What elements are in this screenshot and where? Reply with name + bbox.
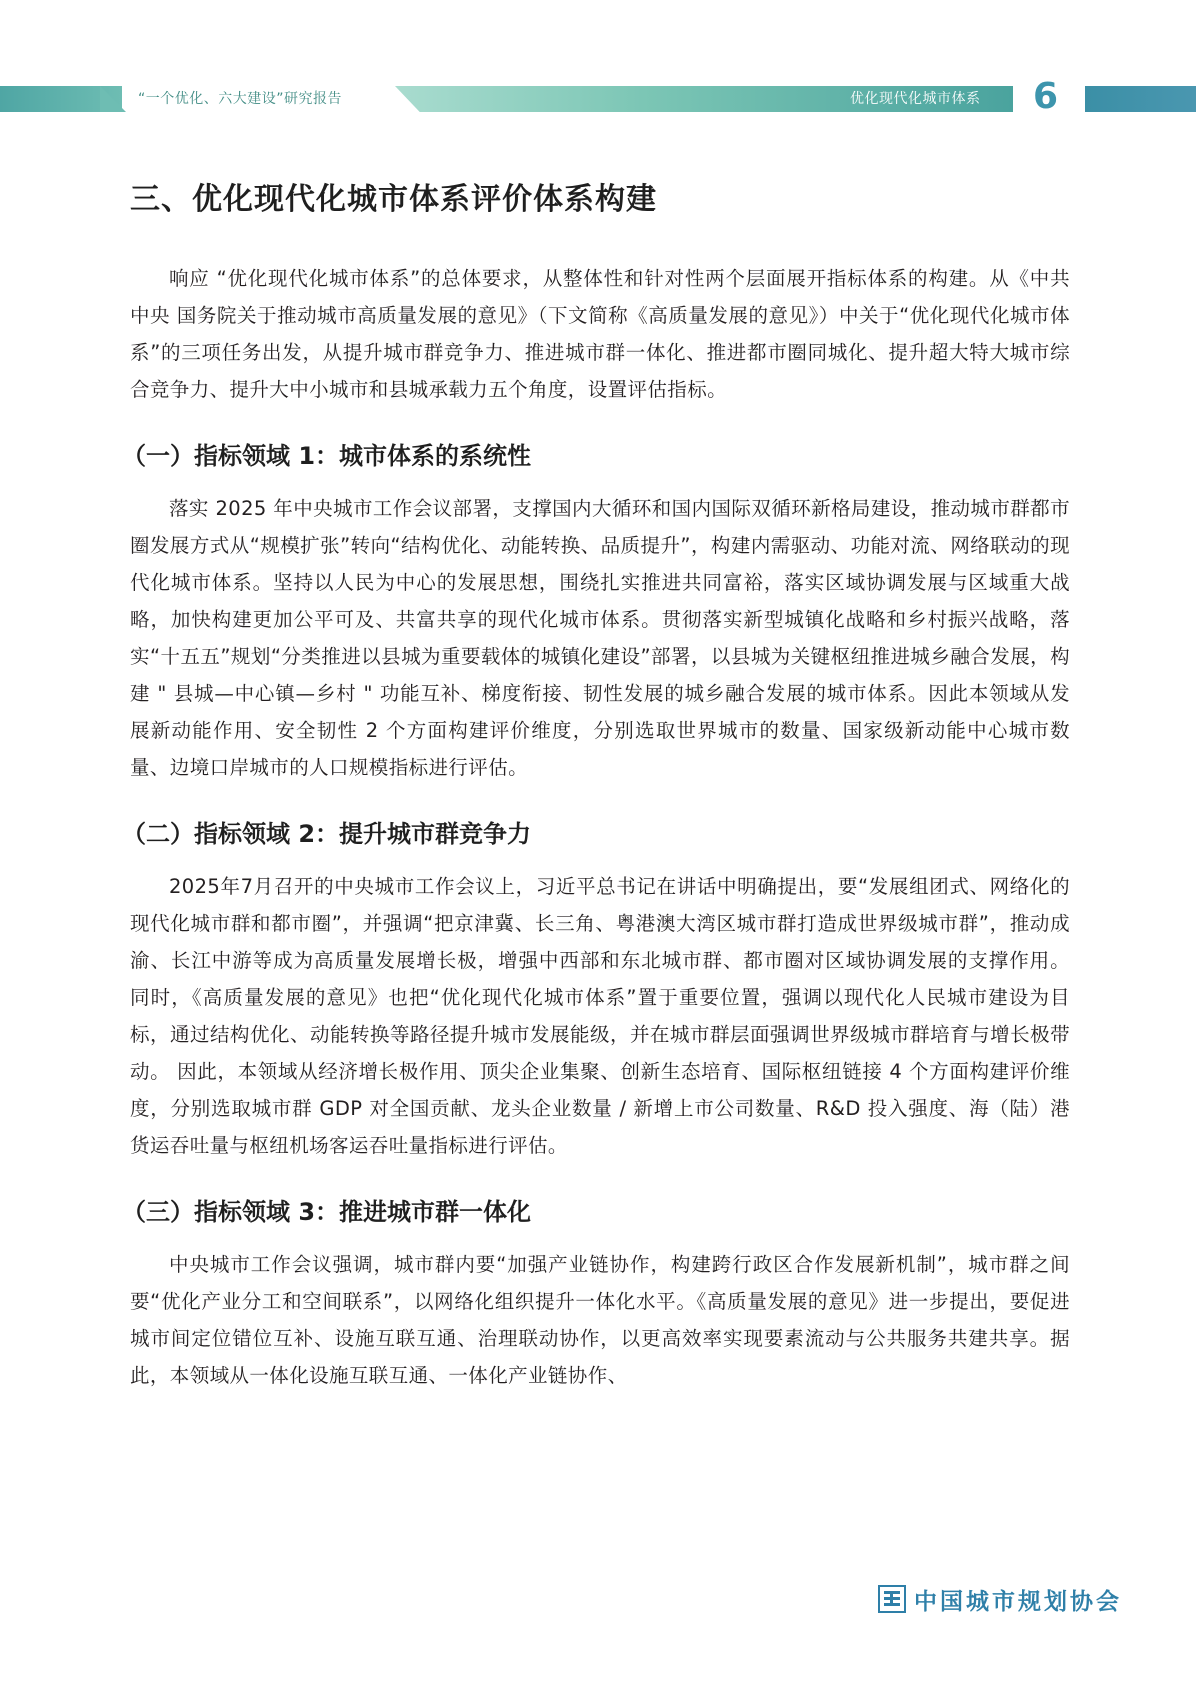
section-2-body: 2025年7月召开的中央城市工作会议上，习近平总书记在讲话中明确提出，要“发展组团式、网络化的现代化城市群和都市圈”，并强调“把京津冀、长三角、粤港澳大湾区城市群打造成世界级城市群”，推动成渝、长江中游等成为高质量发展增长极，增强中西部和东北城市群、都市圈对区域协调发展的支撑作用。 同时，《高质量发展的意见》也把“优化现代化城市体系”置于重要位置，强调以现代化人民城市建设为目标，通过结构优化、动能转换等路径提升城市发展能级，并在城市群层面强调世界级城市群培育与增长极带动。 因此，本领域从经济增长极作用、顶尖企业集聚、创新生态培育、国际枢纽链接 4 个方面构建评价维度，分别选取城市群 GDP 对全国贡献、龙头企业数量 / 新增上市公司数量、R&D 投入强度、海（陆）港货运吞吐量与枢纽机场客运吞吐量指标进行评估。 <box>130 875 1070 1157</box>
section-3-title: （三）指标领域 3：推进城市群一体化 <box>122 1198 532 1226</box>
section-title: 优化现代化城市体系 <box>850 91 981 107</box>
main-content <box>122 170 1070 1394</box>
page-heading: 三、优化现代化城市体系评价体系构建 <box>130 182 657 217</box>
header-band-right <box>1085 86 1196 112</box>
page-number: 6 <box>1033 76 1059 117</box>
page-header <box>0 0 1196 140</box>
association-logo-icon <box>878 1585 906 1613</box>
intro-paragraph: 响应 “优化现代化城市体系”的总体要求，从整体性和针对性两个层面展开指标体系的构建。从《中共中央 国务院关于推动城市高质量发展的意见》（下文简称《高质量发展的意见》）中关于“优化现代化城市体系”的三项任务出发，从提升城市群竞争力、推进城市群一体化、推进都市圈同城化、提升超大特大城市综合竞争力、提升大中小城市和县城承载力五个角度，设置评估指标。 <box>130 267 1070 401</box>
section-2-title: （二）指标领域 2：提升城市群竞争力 <box>122 820 532 848</box>
association-name: 中国城市规划协会 <box>914 1587 1122 1615</box>
report-title: “一个优化、六大建设”研究报告 <box>138 91 343 107</box>
section-1-body: 落实 2025 年中央城市工作会议部署，支撑国内大循环和国内国际双循环新格局建设，推动城市群都市圈发展方式从“规模扩张”转向“结构优化、动能转换、品质提升”，构建内需驱动、功能对流、网络联动的现代化城市体系。坚持以人民为中心的发展思想，围绕扎实推进共同富裕，落实区域协调发展与区域重大战略，加快构建更加公平可及、共富共享的现代化城市体系。贯彻落实新型城镇化战略和乡村振兴战略，落实“十五五”规划“分类推进以县城为重要载体的城镇化建设”部署，以县城为关键枢纽推进城乡融合发展，构建 " 县城—中心镇—乡村 " 功能互补、梯度衔接、韧性发展的城乡融合发展的城市体系。因此本领域从发展新动能作用、安全韧性 2 个方面构建评价维度，分别选取世界城市的数量、国家级新动能中心城市数量、边境口岸城市的人口规模指标进行评估。 <box>130 497 1070 779</box>
section-3-body: 中央城市工作会议强调，城市群内要“加强产业链协作，构建跨行政区合作发展新机制”，城市群之间要“优化产业分工和空间联系”，以网络化组织提升一体化水平。《高质量发展的意见》进一步提出，要促进城市间定位错位互补、设施互联互通、治理联动协作，以更高效率实现要素流动与公共服务共建共享。据此，本领域从一体化设施互联互通、一体化产业链协作、 <box>130 1253 1070 1387</box>
section-1-title: （一）指标领域 1：城市体系的系统性 <box>122 442 532 470</box>
footer-logo <box>878 1582 1122 1616</box>
